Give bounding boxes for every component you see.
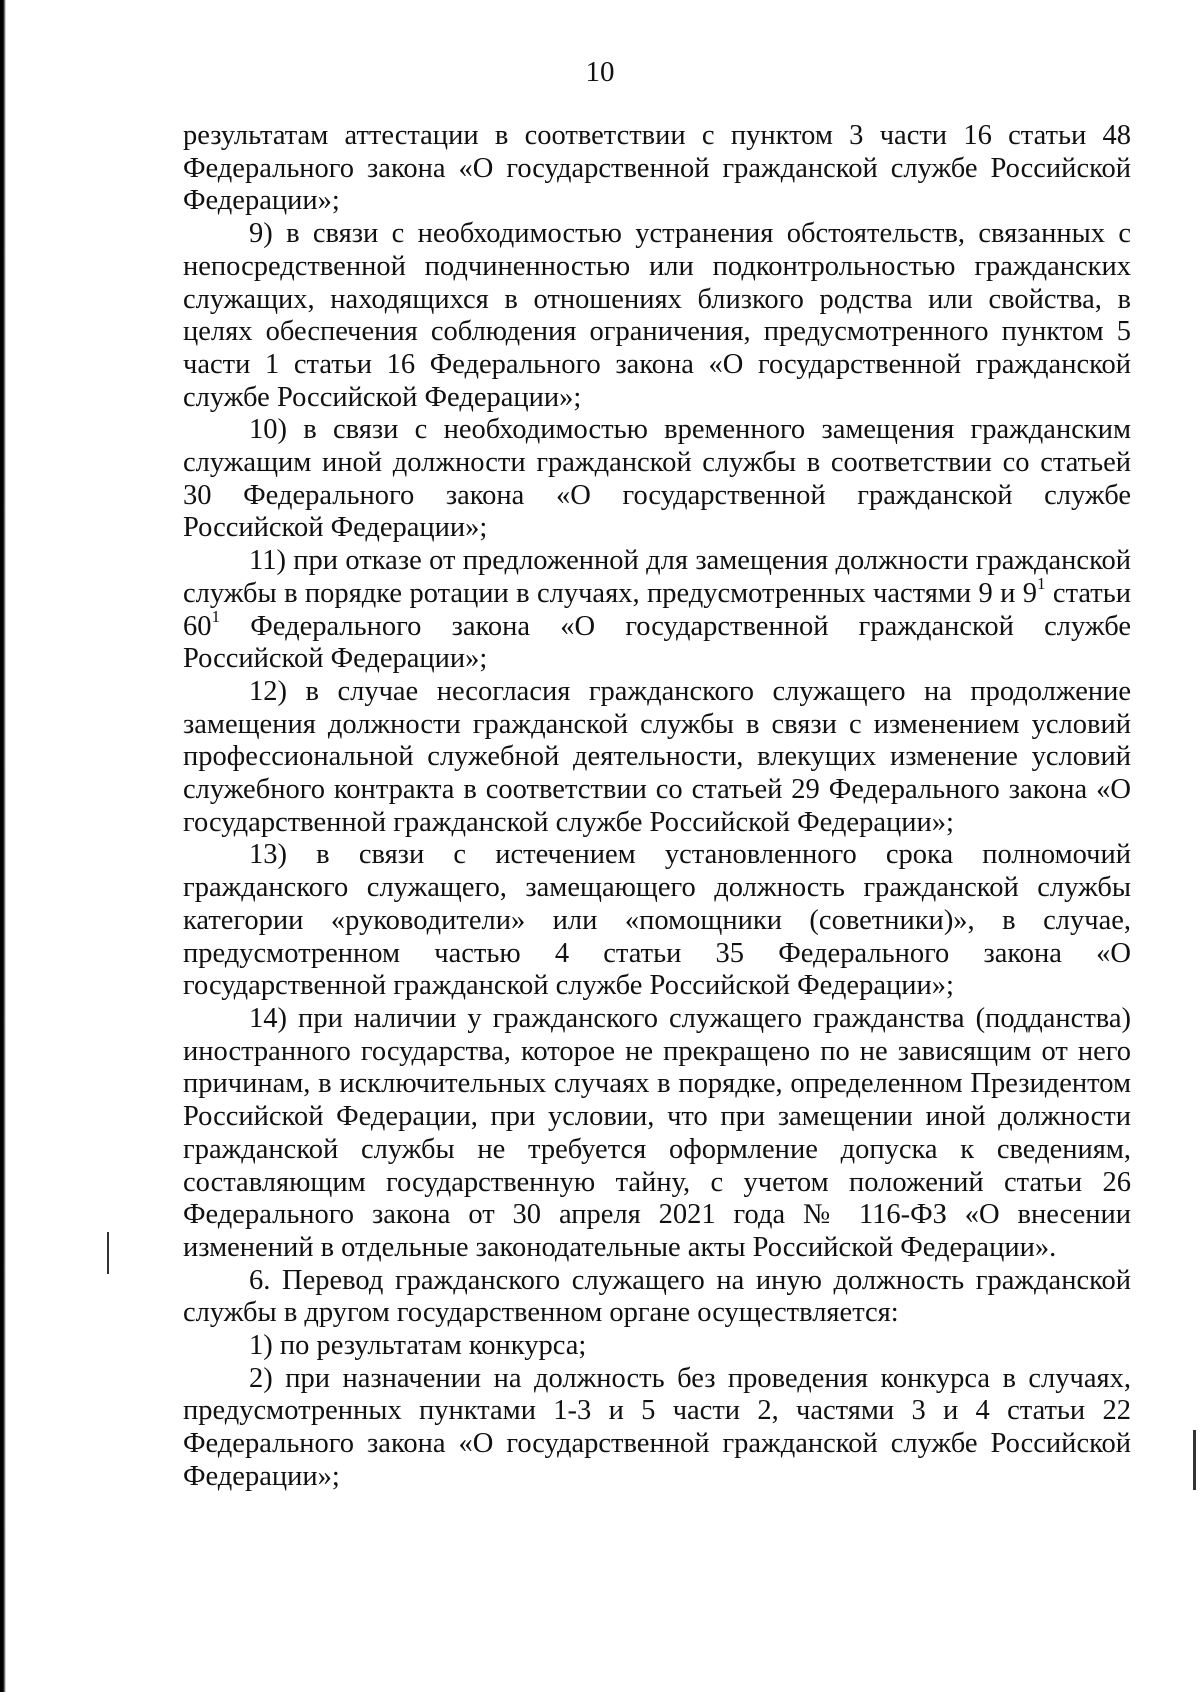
paragraph-item-10: 10) в связи с необходимостью временного замещения гражданским служащим иной должности гражданской службы в соответствии со статьей 30 Федерального закона «О государственной гражданской службе Российской Федерации»; — [183, 414, 1131, 544]
paragraph-continuation: результатам аттестации в соответствии с пунктом 3 части 16 статьи 48 Федерального закона «О государственной гражданской службе Российской Федерации»; — [183, 120, 1131, 217]
paragraph-item-13: 13) в связи с истечением установленного срока полномочий гражданского служащего, замещающего должность гражданской службы категории «руководители» или «помощники (советники)», в случае, предусмотренном частью 4 статьи 35 Федерального закона «О государственной гражданской службе Российской Федерации»; — [183, 839, 1131, 1002]
paragraph-item-11-text-a: 11) при отказе от предложенной для замещения должности гражданской службы в порядке ротации в случаях, предусмотренных частями 9 и 9 — [183, 545, 1131, 609]
paragraph-item-2: 2) при назначении на должность без проведения конкурса в случаях, предусмотренных пунктами 1-3 и 5 части 2, частями 3 и 4 статьи 22 Федерального закона «О государственной гражданской службе Российской Федерации»; — [183, 1362, 1131, 1492]
paragraph-item-11-text-c: Федерального закона «О государственной гражданской службе Российской Федерации»; — [183, 610, 1131, 675]
document-body — [183, 120, 1131, 1494]
superscript: 1 — [1037, 574, 1046, 594]
paragraph-item-11-text-b: статьи 60 — [183, 577, 1131, 642]
paragraph-item-14: 14) при наличии у гражданского служащего гражданства (подданства) иностранного государства, которое не прекращено по не зависящим от него причинам, в исключительных случаях в порядке, определенном Президентом Российской Федерации, при условии, что при замещении иной должности гражданской службы не требуется оформление допуска к сведениям, составляющим государственную тайну, с учетом положений статьи 26 Федерального закона от 30 апреля 2021 года № 116-ФЗ «О внесении изменений в отдельные законодательные акты Российской Федерации». — [183, 1002, 1131, 1263]
paragraph-item-9: 9) в связи с необходимостью устранения обстоятельств, связанных с непосредственной подчиненностью или подконтрольностью гражданских служащих, находящихся в отношениях близкого родства или свойства, в целях обеспечения соблюдения ограничения, предусмотренного пунктом 5 части 1 статьи 16 Федерального закона «О государственной гражданской службе Российской Федерации»; — [183, 218, 1131, 413]
page-number: 10 — [585, 56, 615, 88]
paragraph-item-1: 1) по результатам конкурса; — [249, 1330, 587, 1362]
paragraph-item-11 — [183, 545, 1131, 676]
superscript: 1 — [211, 606, 221, 626]
scan-artifact — [107, 1232, 109, 1274]
paragraph-item-12: 12) в случае несогласия гражданского служащего на продолжение замещения должности гражданской службы в связи с изменением условий профессиональной служебной деятельности, влекущих изменение условий служебного контракта в соответствии со статьей 29 Федерального закона «О государственной гражданской службе Российской Федерации»; — [183, 675, 1131, 838]
scan-artifact — [1193, 1430, 1196, 1490]
paragraph-section-6: 6. Перевод гражданского служащего на иную должность гражданской службы в другом государственном органе осуществляется: — [183, 1264, 1131, 1329]
scan-border — [0, 0, 6, 1692]
